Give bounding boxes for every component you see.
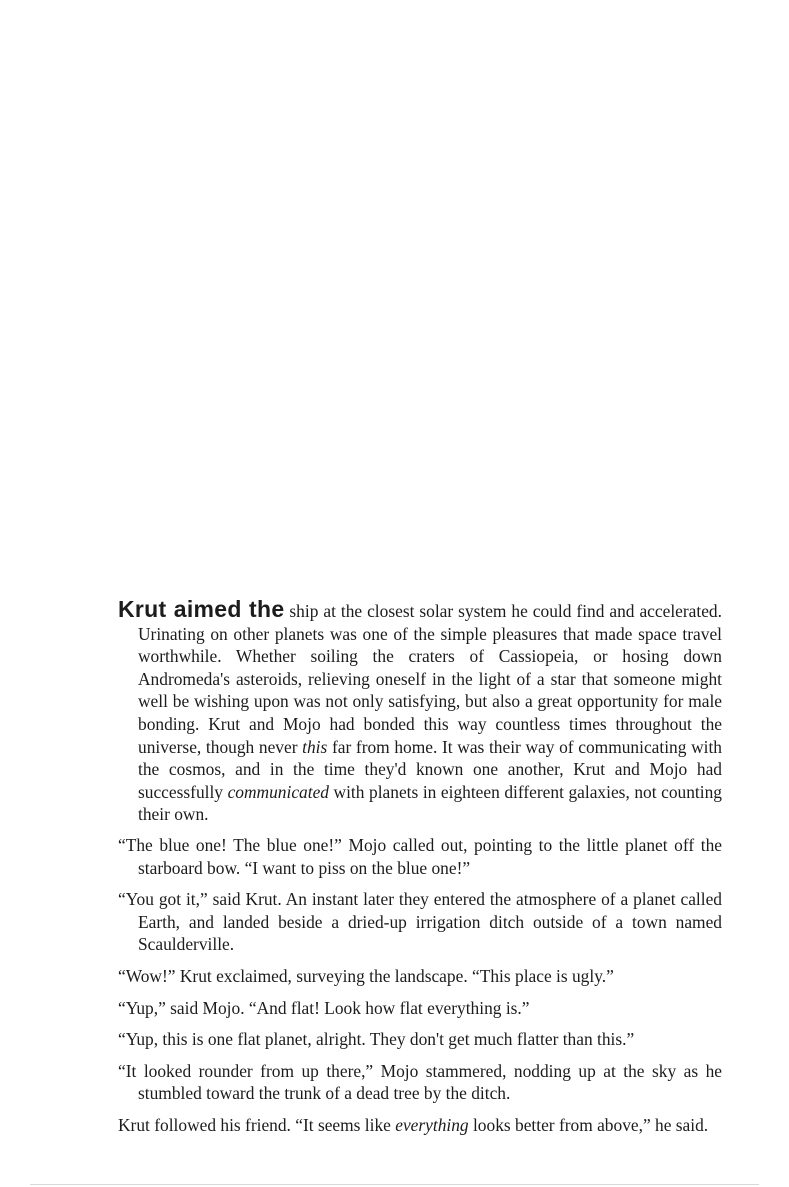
emphasis-text: everything	[395, 1114, 469, 1135]
paragraph-dialogue: “You got it,” said Krut. An instant later they entered the atmosphere of a planet called Earth, and landed beside a dried-up irrigation ditch outside of a town named Scaulderville.	[118, 889, 722, 955]
emphasis-text: communicated	[227, 781, 329, 802]
paragraph-text: with planets in eighteen different galaxies, not counting their own.	[138, 781, 722, 825]
story-text	[118, 598, 722, 1145]
paragraph-dialogue: “Wow!” Krut exclaimed, surveying the landscape. “This place is ugly.”	[118, 965, 614, 986]
page-edge-line	[30, 1184, 759, 1185]
paragraph-text: far from home. It was their way of communicating with the cosmos, and in the time they'd known one another, Krut and Mojo had successfully	[138, 736, 723, 802]
paragraph-text: looks better from above,” he said.	[468, 1114, 709, 1135]
paragraph-text: Krut followed his friend. “It seems like	[118, 1114, 396, 1135]
paragraph-opening	[118, 598, 722, 826]
paragraph-dialogue: “The blue one! The blue one!” Mojo called out, pointing to the little planet off the starboard bow. “I want to piss on the blue one!”	[118, 834, 722, 878]
paragraph-dialogue: “Yup,” said Mojo. “And flat! Look how flat everything is.”	[118, 997, 530, 1018]
paragraph-text: ship at the closest solar system he could find and accelerated. Urinating on other planets was one of the simple pleasures that made space travel worthwhile. Whether soiling the craters of Cassiopeia, or hosing down Andromeda's asteroids, relieving oneself in the light of a star that someone might well be wishing upon was not only satisfying, but also a great opportunity for male bonding. Krut and Mojo had bonded this way countless times throughout the universe, though never	[138, 601, 722, 757]
emphasis-text: this	[302, 736, 328, 757]
paragraph-closing	[118, 1114, 722, 1137]
paragraph-dialogue: “Yup, this is one flat planet, alright. They don't get much flatter than this.”	[118, 1029, 635, 1050]
paragraph-dialogue: “It looked rounder from up there,” Mojo stammered, nodding up at the sky as he stumbled toward the trunk of a dead tree by the ditch.	[118, 1060, 722, 1104]
lead-in-words: Krut aimed the	[118, 596, 285, 622]
